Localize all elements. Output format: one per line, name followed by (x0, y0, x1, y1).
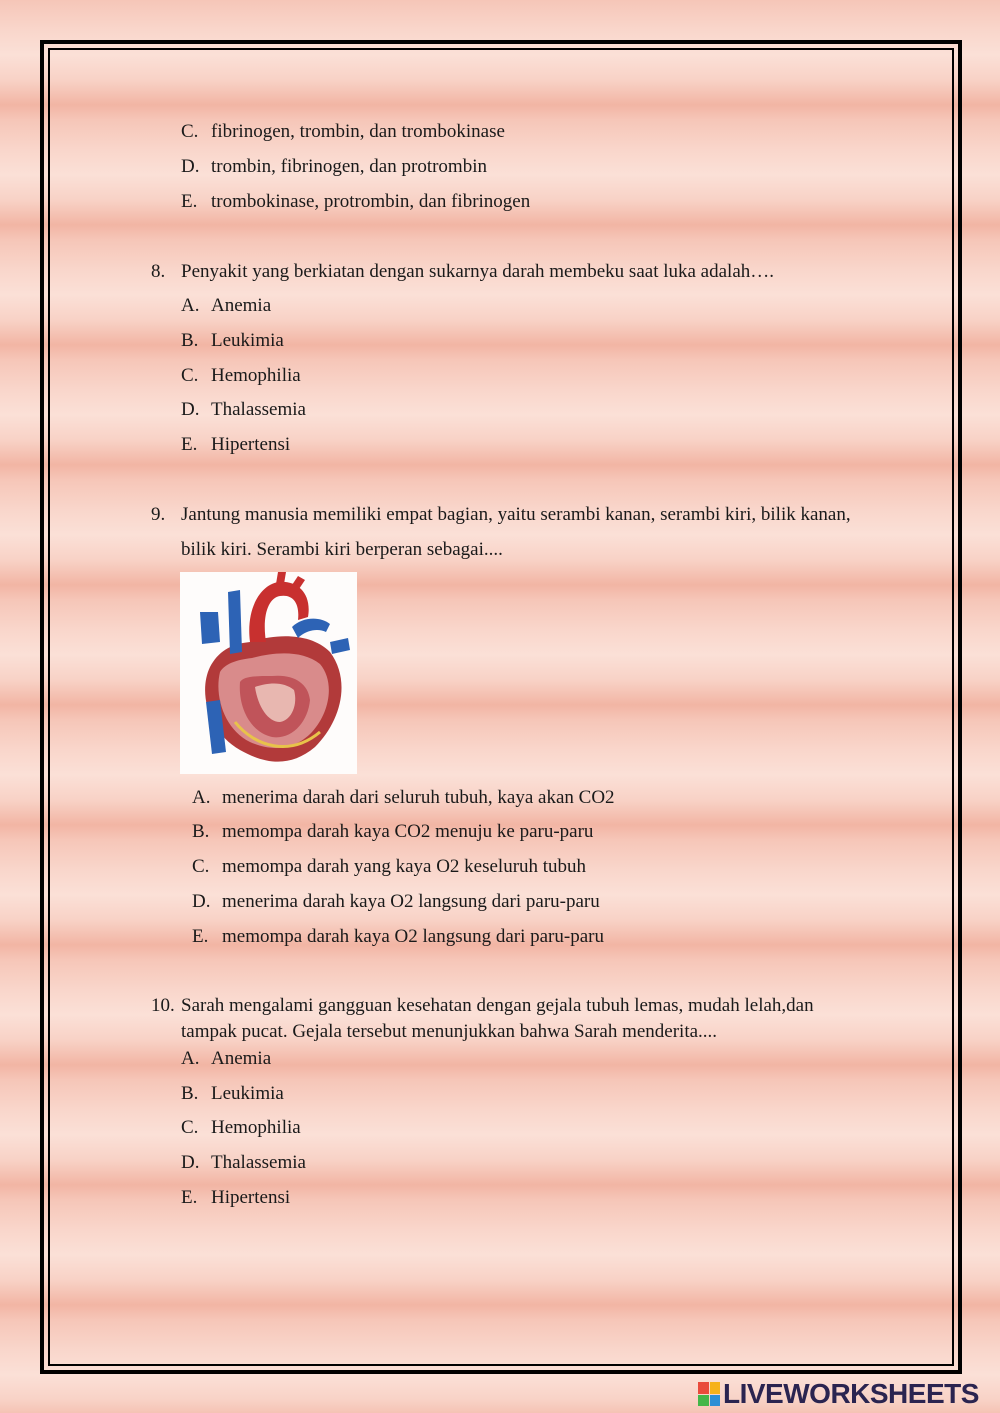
heart-diagram-icon (180, 572, 357, 774)
heart-illustration (180, 572, 357, 774)
q9-option-a[interactable]: A. menerima darah dari seluruh tubuh, kaya akan CO2 (192, 787, 615, 808)
liveworksheets-mark-icon (698, 1382, 720, 1406)
q9-option-b[interactable]: B. memompa darah kaya CO2 menuju ke paru-paru (192, 821, 594, 842)
q8-question: 8. Penyakit yang berkiatan dengan sukarnya darah membeku saat luka adalah…. (151, 261, 775, 282)
q9-question-line2: bilik kiri. Serambi kiri berperan sebagai.... (181, 539, 503, 560)
q9-option-e[interactable]: E. memompa darah kaya O2 langsung dari paru-paru (192, 926, 604, 947)
q10-option-b[interactable]: B. Leukimia (181, 1083, 284, 1104)
brand-text: LIVEWORKSHEETS (723, 1378, 979, 1409)
page-border-outer (40, 40, 962, 1374)
q7-option-c[interactable]: C. fibrinogen, trombin, dan trombokinase (181, 121, 505, 142)
q9-option-d[interactable]: D. menerima darah kaya O2 langsung dari paru-paru (192, 891, 600, 912)
q8-option-b[interactable]: B. Leukimia (181, 330, 284, 351)
q10-option-e[interactable]: E. Hipertensi (181, 1187, 291, 1208)
q9-question: 9. Jantung manusia memiliki empat bagian, yaitu serambi kanan, serambi kiri, bilik kanan, (151, 504, 851, 525)
q10-option-d[interactable]: D. Thalassemia (181, 1152, 306, 1173)
q9-option-c[interactable]: C. memompa darah yang kaya O2 keseluruh tubuh (192, 856, 587, 877)
q7-option-d[interactable]: D. trombin, fibrinogen, dan protrombin (181, 156, 487, 177)
q8-option-c[interactable]: C. Hemophilia (181, 365, 301, 386)
q8-option-a[interactable]: A. Anemia (181, 295, 272, 316)
q10-option-c[interactable]: C. Hemophilia (181, 1117, 301, 1138)
q8-option-e[interactable]: E. Hipertensi (181, 434, 291, 455)
q8-option-d[interactable]: D. Thalassemia (181, 399, 306, 420)
q10-option-a[interactable]: A. Anemia (181, 1048, 272, 1069)
q10-question-line2: tampak pucat. Gejala tersebut menunjukkan bahwa Sarah menderita.... (181, 1021, 718, 1042)
q7-option-e[interactable]: E. trombokinase, protrombin, dan fibrinogen (181, 191, 531, 212)
liveworksheets-logo[interactable] (698, 1378, 979, 1410)
q10-question: 10. Sarah mengalami gangguan kesehatan dengan gejala tubuh lemas, mudah lelah,dan (151, 995, 814, 1016)
